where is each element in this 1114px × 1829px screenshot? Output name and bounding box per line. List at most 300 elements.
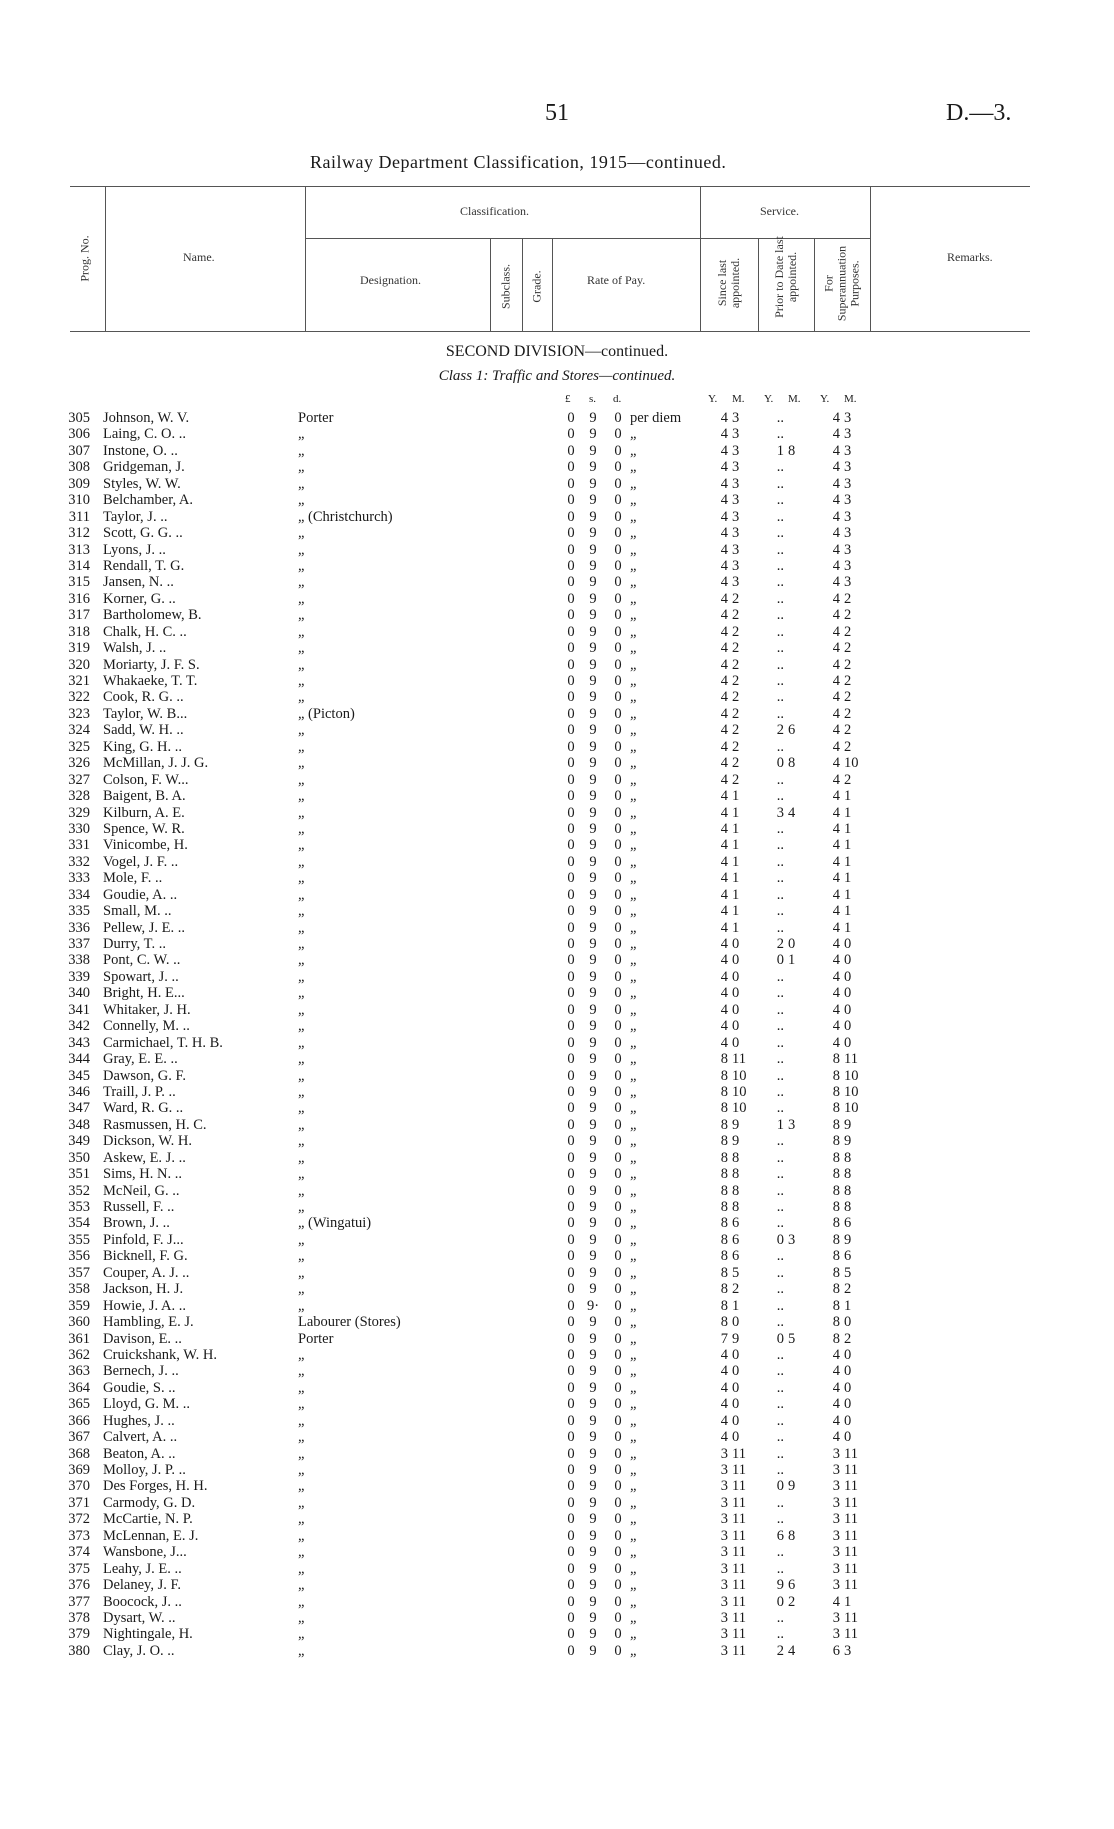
rate-pence: 0 bbox=[614, 1215, 622, 1232]
rate-period: „ bbox=[630, 1018, 637, 1035]
since-last-months: 0 bbox=[732, 1379, 740, 1396]
superannuation-months: 1 bbox=[844, 903, 852, 920]
rate-shillings: 9 bbox=[589, 1001, 597, 1018]
prog-no: 331 bbox=[68, 837, 90, 854]
employee-name: Taylor, J. .. bbox=[103, 508, 168, 525]
since-last-years: 4 bbox=[720, 410, 728, 426]
designation: „ bbox=[298, 1182, 305, 1199]
superannuation-months: 2 bbox=[844, 656, 852, 673]
rate-period: „ bbox=[630, 1248, 637, 1265]
superannuation-months: 3 bbox=[844, 557, 852, 574]
since-last-months: 0 bbox=[732, 1412, 740, 1429]
rate-pounds: 0 bbox=[567, 1429, 575, 1446]
superannuation-years: 8 bbox=[832, 1166, 840, 1183]
prior-years: .. bbox=[776, 1001, 784, 1018]
rate-period: „ bbox=[630, 771, 637, 788]
employee-name: Goudie, S. .. bbox=[103, 1379, 176, 1396]
col-divider bbox=[814, 238, 815, 331]
rate-period: „ bbox=[630, 1445, 637, 1462]
since-last-months: 2 bbox=[732, 673, 740, 689]
prog-no: 370 bbox=[68, 1478, 90, 1495]
prior-years: .. bbox=[776, 1182, 784, 1199]
rate-pence: 0 bbox=[614, 1429, 622, 1446]
prior-years: .. bbox=[776, 492, 784, 509]
table-row bbox=[0, 657, 1114, 673]
employee-name: Leahy, J. E. .. bbox=[103, 1560, 182, 1577]
prior-months: 5 bbox=[788, 1330, 796, 1347]
rate-shillings: 9 bbox=[589, 1609, 597, 1626]
table-row bbox=[0, 459, 1114, 475]
prior-months: 4 bbox=[788, 804, 796, 821]
superannuation-years: 4 bbox=[832, 903, 840, 920]
superannuation-years: 8 bbox=[832, 1297, 840, 1314]
designation: „ bbox=[298, 640, 305, 657]
rate-shillings: 9 bbox=[589, 968, 597, 985]
rate-pence: 0 bbox=[614, 1609, 622, 1626]
superannuation-months: 10 bbox=[844, 1067, 859, 1084]
rate-period: „ bbox=[630, 1083, 637, 1100]
prog-no: 360 bbox=[68, 1314, 90, 1331]
superannuation-months: 8 bbox=[844, 1166, 852, 1183]
rate-pounds: 0 bbox=[567, 607, 575, 624]
rate-pence: 0 bbox=[614, 1231, 622, 1248]
superannuation-years: 3 bbox=[832, 1527, 840, 1544]
rate-pounds: 0 bbox=[567, 1001, 575, 1018]
rate-period: „ bbox=[630, 1494, 637, 1511]
rate-shillings: 9 bbox=[589, 1083, 597, 1100]
table-row bbox=[0, 739, 1114, 755]
superannuation-years: 8 bbox=[832, 1215, 840, 1232]
rate-period: „ bbox=[630, 1001, 637, 1018]
designation: „ bbox=[298, 1560, 305, 1577]
rate-pence: 0 bbox=[614, 1412, 622, 1429]
unit-pound: £ bbox=[565, 393, 571, 405]
superannuation-months: 11 bbox=[844, 1544, 858, 1561]
rate-period: „ bbox=[630, 689, 637, 706]
document-reference: D.—3. bbox=[946, 100, 1012, 126]
since-last-months: 5 bbox=[732, 1264, 740, 1281]
rate-period: „ bbox=[630, 1100, 637, 1117]
rate-shillings: 9 bbox=[589, 820, 597, 837]
rate-pounds: 0 bbox=[567, 1527, 575, 1544]
since-last-years: 8 bbox=[720, 1083, 728, 1100]
header-bottom-rule bbox=[70, 331, 1030, 332]
since-last-years: 4 bbox=[720, 1379, 728, 1396]
table-row bbox=[0, 607, 1114, 623]
rate-shillings: 9 bbox=[589, 410, 597, 426]
since-last-years: 4 bbox=[720, 919, 728, 936]
since-last-years: 4 bbox=[720, 804, 728, 821]
employee-name: Instone, O. .. bbox=[103, 442, 178, 459]
superannuation-months: 0 bbox=[844, 1363, 852, 1380]
employee-name: Durry, T. .. bbox=[103, 936, 166, 952]
rate-pounds: 0 bbox=[567, 788, 575, 805]
rate-period: „ bbox=[630, 1297, 637, 1314]
superannuation-months: 3 bbox=[844, 426, 852, 443]
table-row bbox=[0, 1002, 1114, 1018]
table-row bbox=[0, 837, 1114, 853]
superannuation-months: 1 bbox=[844, 788, 852, 805]
rate-pence: 0 bbox=[614, 936, 622, 952]
prog-no: 318 bbox=[68, 623, 90, 640]
superannuation-months: 3 bbox=[844, 1642, 852, 1659]
superannuation-years: 3 bbox=[832, 1626, 840, 1643]
rate-shillings: 9 bbox=[589, 1116, 597, 1133]
since-last-months: 11 bbox=[732, 1626, 746, 1643]
prog-no: 368 bbox=[68, 1445, 90, 1462]
superannuation-years: 8 bbox=[832, 1100, 840, 1117]
table-row bbox=[0, 558, 1114, 574]
table-row bbox=[0, 755, 1114, 771]
since-last-months: 0 bbox=[732, 985, 740, 1002]
employee-name: Traill, J. P. .. bbox=[103, 1083, 176, 1100]
rate-period: „ bbox=[630, 1412, 637, 1429]
designation: „ bbox=[298, 607, 305, 624]
designation: „ bbox=[298, 1116, 305, 1133]
rate-pence: 0 bbox=[614, 1034, 622, 1051]
rate-shillings: 9 bbox=[589, 574, 597, 591]
prog-no: 332 bbox=[68, 853, 90, 870]
since-last-years: 4 bbox=[720, 788, 728, 805]
table-row bbox=[0, 854, 1114, 870]
prior-years: .. bbox=[776, 656, 784, 673]
prog-no: 344 bbox=[68, 1051, 90, 1068]
table-row bbox=[0, 1314, 1114, 1330]
designation: „ bbox=[298, 1083, 305, 1100]
rate-pounds: 0 bbox=[567, 508, 575, 525]
rate-pence: 0 bbox=[614, 820, 622, 837]
rate-pence: 0 bbox=[614, 1018, 622, 1035]
superannuation-months: 11 bbox=[844, 1445, 858, 1462]
table-row bbox=[0, 1035, 1114, 1051]
superannuation-years: 4 bbox=[832, 623, 840, 640]
superannuation-years: 4 bbox=[832, 1018, 840, 1035]
superannuation-months: 0 bbox=[844, 1412, 852, 1429]
prior-years: .. bbox=[776, 1412, 784, 1429]
prog-no: 350 bbox=[68, 1149, 90, 1166]
superannuation-years: 4 bbox=[832, 607, 840, 624]
rate-shillings: 9 bbox=[589, 1018, 597, 1035]
employee-name: Baigent, B. A. bbox=[103, 788, 186, 805]
rate-pounds: 0 bbox=[567, 903, 575, 920]
employee-name: Hughes, J. .. bbox=[103, 1412, 175, 1429]
designation: „ bbox=[298, 1264, 305, 1281]
unit-years: Y. bbox=[820, 393, 830, 405]
superannuation-months: 11 bbox=[844, 1511, 858, 1528]
since-last-months: 11 bbox=[732, 1527, 746, 1544]
rate-pence: 0 bbox=[614, 1297, 622, 1314]
rate-shillings: 9 bbox=[589, 1511, 597, 1528]
since-last-months: 2 bbox=[732, 623, 740, 640]
prior-years: 2 bbox=[776, 1642, 784, 1659]
superannuation-months: 10 bbox=[844, 1083, 859, 1100]
prog-no: 362 bbox=[68, 1346, 90, 1363]
rate-pounds: 0 bbox=[567, 1396, 575, 1413]
superannuation-years: 4 bbox=[832, 541, 840, 558]
rate-period: „ bbox=[630, 1231, 637, 1248]
rate-period: „ bbox=[630, 1511, 637, 1528]
designation: „ bbox=[298, 886, 305, 903]
designation: „ bbox=[298, 459, 305, 476]
since-last-years: 8 bbox=[720, 1314, 728, 1331]
prior-years: .. bbox=[776, 903, 784, 920]
rate-shillings: 9 bbox=[589, 1642, 597, 1659]
superannuation-months: 9 bbox=[844, 1116, 852, 1133]
superannuation-years: 4 bbox=[832, 788, 840, 805]
since-last-years: 3 bbox=[720, 1609, 728, 1626]
superannuation-years: 8 bbox=[832, 1133, 840, 1150]
since-last-years: 4 bbox=[720, 574, 728, 591]
since-last-months: 0 bbox=[732, 1314, 740, 1331]
rate-pounds: 0 bbox=[567, 1544, 575, 1561]
designation: „ bbox=[298, 656, 305, 673]
since-last-years: 8 bbox=[720, 1051, 728, 1068]
rate-period: „ bbox=[630, 1560, 637, 1577]
table-row bbox=[0, 1133, 1114, 1149]
since-last-months: 2 bbox=[732, 738, 740, 755]
prog-no: 359 bbox=[68, 1297, 90, 1314]
rate-shillings: 9 bbox=[589, 1051, 597, 1068]
rate-pence: 0 bbox=[614, 656, 622, 673]
since-last-years: 8 bbox=[720, 1264, 728, 1281]
employee-name: Nightingale, H. bbox=[103, 1626, 193, 1643]
prior-years: .. bbox=[776, 557, 784, 574]
since-last-months: 2 bbox=[732, 755, 740, 772]
rate-shillings: 9· bbox=[587, 1297, 600, 1314]
prior-years: .. bbox=[776, 1133, 784, 1150]
rate-period: „ bbox=[630, 525, 637, 542]
prog-no: 366 bbox=[68, 1412, 90, 1429]
superannuation-months: 11 bbox=[844, 1051, 858, 1068]
rate-pounds: 0 bbox=[567, 1182, 575, 1199]
prog-no: 342 bbox=[68, 1018, 90, 1035]
prog-no: 308 bbox=[68, 459, 90, 476]
superannuation-months: 11 bbox=[844, 1560, 858, 1577]
rate-period: „ bbox=[630, 705, 637, 722]
since-last-months: 2 bbox=[732, 656, 740, 673]
designation: „ bbox=[298, 1199, 305, 1215]
since-last-years: 4 bbox=[720, 886, 728, 903]
rate-pounds: 0 bbox=[567, 1642, 575, 1659]
table-row bbox=[0, 1380, 1114, 1396]
employee-name: Howie, J. A. .. bbox=[103, 1297, 186, 1314]
employee-name: Dawson, G. F. bbox=[103, 1067, 187, 1084]
rate-shillings: 9 bbox=[589, 788, 597, 805]
since-last-months: 3 bbox=[732, 410, 740, 426]
employee-name: Dysart, W. .. bbox=[103, 1609, 176, 1626]
prior-years: 0 bbox=[776, 1593, 784, 1610]
superannuation-months: 6 bbox=[844, 1248, 852, 1265]
since-last-years: 3 bbox=[720, 1445, 728, 1462]
designation: „ bbox=[298, 525, 305, 542]
prog-no: 353 bbox=[68, 1199, 90, 1215]
designation: „ bbox=[298, 1527, 305, 1544]
rate-pounds: 0 bbox=[567, 1609, 575, 1626]
rate-pounds: 0 bbox=[567, 1100, 575, 1117]
prog-no: 346 bbox=[68, 1083, 90, 1100]
superannuation-years: 3 bbox=[832, 1445, 840, 1462]
prog-no: 324 bbox=[68, 722, 90, 739]
rate-pence: 0 bbox=[614, 574, 622, 591]
since-last-years: 3 bbox=[720, 1511, 728, 1528]
prior-months: 6 bbox=[788, 722, 796, 739]
rate-pounds: 0 bbox=[567, 673, 575, 689]
designation: „ bbox=[298, 1051, 305, 1068]
employee-name: Sadd, W. H. .. bbox=[103, 722, 184, 739]
table-row bbox=[0, 1495, 1114, 1511]
rate-pounds: 0 bbox=[567, 722, 575, 739]
table-row bbox=[0, 1117, 1114, 1133]
superannuation-months: 2 bbox=[844, 689, 852, 706]
employee-name: Rendall, T. G. bbox=[103, 557, 185, 574]
rate-pounds: 0 bbox=[567, 623, 575, 640]
designation: „ bbox=[298, 1462, 305, 1478]
prog-no: 345 bbox=[68, 1067, 90, 1084]
prog-no: 351 bbox=[68, 1166, 90, 1183]
employee-name: Johnson, W. V. bbox=[103, 410, 190, 426]
rate-pounds: 0 bbox=[567, 1281, 575, 1298]
rate-pence: 0 bbox=[614, 952, 622, 969]
superannuation-months: 3 bbox=[844, 508, 852, 525]
superannuation-months: 0 bbox=[844, 1346, 852, 1363]
rate-pence: 0 bbox=[614, 722, 622, 739]
employee-name: Pellew, J. E. .. bbox=[103, 919, 186, 936]
superannuation-months: 2 bbox=[844, 673, 852, 689]
designation: Porter bbox=[298, 410, 334, 426]
since-last-months: 8 bbox=[732, 1182, 740, 1199]
rate-shillings: 9 bbox=[589, 1067, 597, 1084]
superannuation-months: 3 bbox=[844, 574, 852, 591]
superannuation-years: 4 bbox=[832, 771, 840, 788]
prior-years: .. bbox=[776, 886, 784, 903]
prog-no: 339 bbox=[68, 968, 90, 985]
designation: „ bbox=[298, 1034, 305, 1051]
since-last-years: 4 bbox=[720, 541, 728, 558]
rate-period: „ bbox=[630, 426, 637, 443]
rate-period: „ bbox=[630, 1626, 637, 1643]
table-row bbox=[0, 1478, 1114, 1494]
rate-period: „ bbox=[630, 1215, 637, 1232]
rate-pounds: 0 bbox=[567, 1018, 575, 1035]
prior-years: .. bbox=[776, 1297, 784, 1314]
table-row bbox=[0, 969, 1114, 985]
rate-pence: 0 bbox=[614, 919, 622, 936]
rate-pounds: 0 bbox=[567, 804, 575, 821]
superannuation-years: 4 bbox=[832, 886, 840, 903]
rate-period: „ bbox=[630, 1593, 637, 1610]
table-row bbox=[0, 1610, 1114, 1626]
prog-no: 365 bbox=[68, 1396, 90, 1413]
col-designation: Designation. bbox=[360, 273, 421, 287]
rate-shillings: 9 bbox=[589, 1034, 597, 1051]
table-row bbox=[0, 1100, 1114, 1116]
table-row bbox=[0, 1298, 1114, 1314]
table-row bbox=[0, 1446, 1114, 1462]
rate-period: „ bbox=[630, 1314, 637, 1331]
prior-years: .. bbox=[776, 1248, 784, 1265]
rate-pence: 0 bbox=[614, 788, 622, 805]
superannuation-months: 1 bbox=[844, 919, 852, 936]
prior-years: .. bbox=[776, 820, 784, 837]
superannuation-years: 3 bbox=[832, 1494, 840, 1511]
employee-name: Taylor, W. B... bbox=[103, 705, 188, 722]
rate-shillings: 9 bbox=[589, 459, 597, 476]
superannuation-months: 8 bbox=[844, 1149, 852, 1166]
col-divider bbox=[522, 238, 523, 331]
since-last-months: 11 bbox=[732, 1642, 746, 1659]
prior-years: .. bbox=[776, 607, 784, 624]
employee-name: Russell, F. .. bbox=[103, 1199, 175, 1215]
rate-pence: 0 bbox=[614, 1560, 622, 1577]
rate-pence: 0 bbox=[614, 1248, 622, 1265]
rate-pence: 0 bbox=[614, 1116, 622, 1133]
prog-no: 327 bbox=[68, 771, 90, 788]
employee-name: Carmody, G. D. bbox=[103, 1494, 196, 1511]
since-last-years: 4 bbox=[720, 1429, 728, 1446]
prior-months: 6 bbox=[788, 1577, 796, 1594]
table-row bbox=[0, 689, 1114, 705]
superannuation-months: 11 bbox=[844, 1494, 858, 1511]
designation: „ bbox=[298, 1494, 305, 1511]
prog-no: 358 bbox=[68, 1281, 90, 1298]
superannuation-years: 4 bbox=[832, 936, 840, 952]
since-last-months: 3 bbox=[732, 459, 740, 476]
table-row bbox=[0, 1150, 1114, 1166]
rate-pence: 0 bbox=[614, 903, 622, 920]
prior-years: .. bbox=[776, 574, 784, 591]
since-last-months: 0 bbox=[732, 968, 740, 985]
rate-period: „ bbox=[630, 903, 637, 920]
designation: „ bbox=[298, 689, 305, 706]
rate-pence: 0 bbox=[614, 557, 622, 574]
table-row bbox=[0, 706, 1114, 722]
since-last-years: 3 bbox=[720, 1527, 728, 1544]
prog-no: 313 bbox=[68, 541, 90, 558]
rate-pence: 0 bbox=[614, 442, 622, 459]
employee-name: Vinicombe, H. bbox=[103, 837, 188, 854]
rate-pounds: 0 bbox=[567, 640, 575, 657]
superannuation-years: 4 bbox=[832, 837, 840, 854]
col-service: Service. bbox=[760, 204, 799, 218]
rate-shillings: 9 bbox=[589, 557, 597, 574]
table-row bbox=[0, 1363, 1114, 1379]
since-last-months: 2 bbox=[732, 640, 740, 657]
rate-shillings: 9 bbox=[589, 1412, 597, 1429]
superannuation-months: 2 bbox=[844, 1330, 852, 1347]
employee-name: Bright, H. E... bbox=[103, 985, 185, 1002]
classification-table-body bbox=[0, 410, 1114, 1659]
prog-no: 352 bbox=[68, 1182, 90, 1199]
employee-name: Styles, W. W. bbox=[103, 475, 181, 492]
prior-months: 8 bbox=[788, 1527, 796, 1544]
employee-name: King, G. H. .. bbox=[103, 738, 182, 755]
superannuation-years: 4 bbox=[832, 870, 840, 887]
rate-pounds: 0 bbox=[567, 1215, 575, 1232]
since-last-years: 8 bbox=[720, 1297, 728, 1314]
rate-period: „ bbox=[630, 673, 637, 689]
designation: „ bbox=[298, 1100, 305, 1117]
employee-name: Davison, E. .. bbox=[103, 1330, 182, 1347]
designation: „ bbox=[298, 1577, 305, 1594]
since-last-years: 4 bbox=[720, 640, 728, 657]
superannuation-months: 1 bbox=[844, 804, 852, 821]
employee-name: Beaton, A. .. bbox=[103, 1445, 176, 1462]
prog-no: 338 bbox=[68, 952, 90, 969]
since-last-months: 11 bbox=[732, 1560, 746, 1577]
since-last-years: 4 bbox=[720, 623, 728, 640]
since-last-months: 3 bbox=[732, 508, 740, 525]
rate-period: „ bbox=[630, 557, 637, 574]
